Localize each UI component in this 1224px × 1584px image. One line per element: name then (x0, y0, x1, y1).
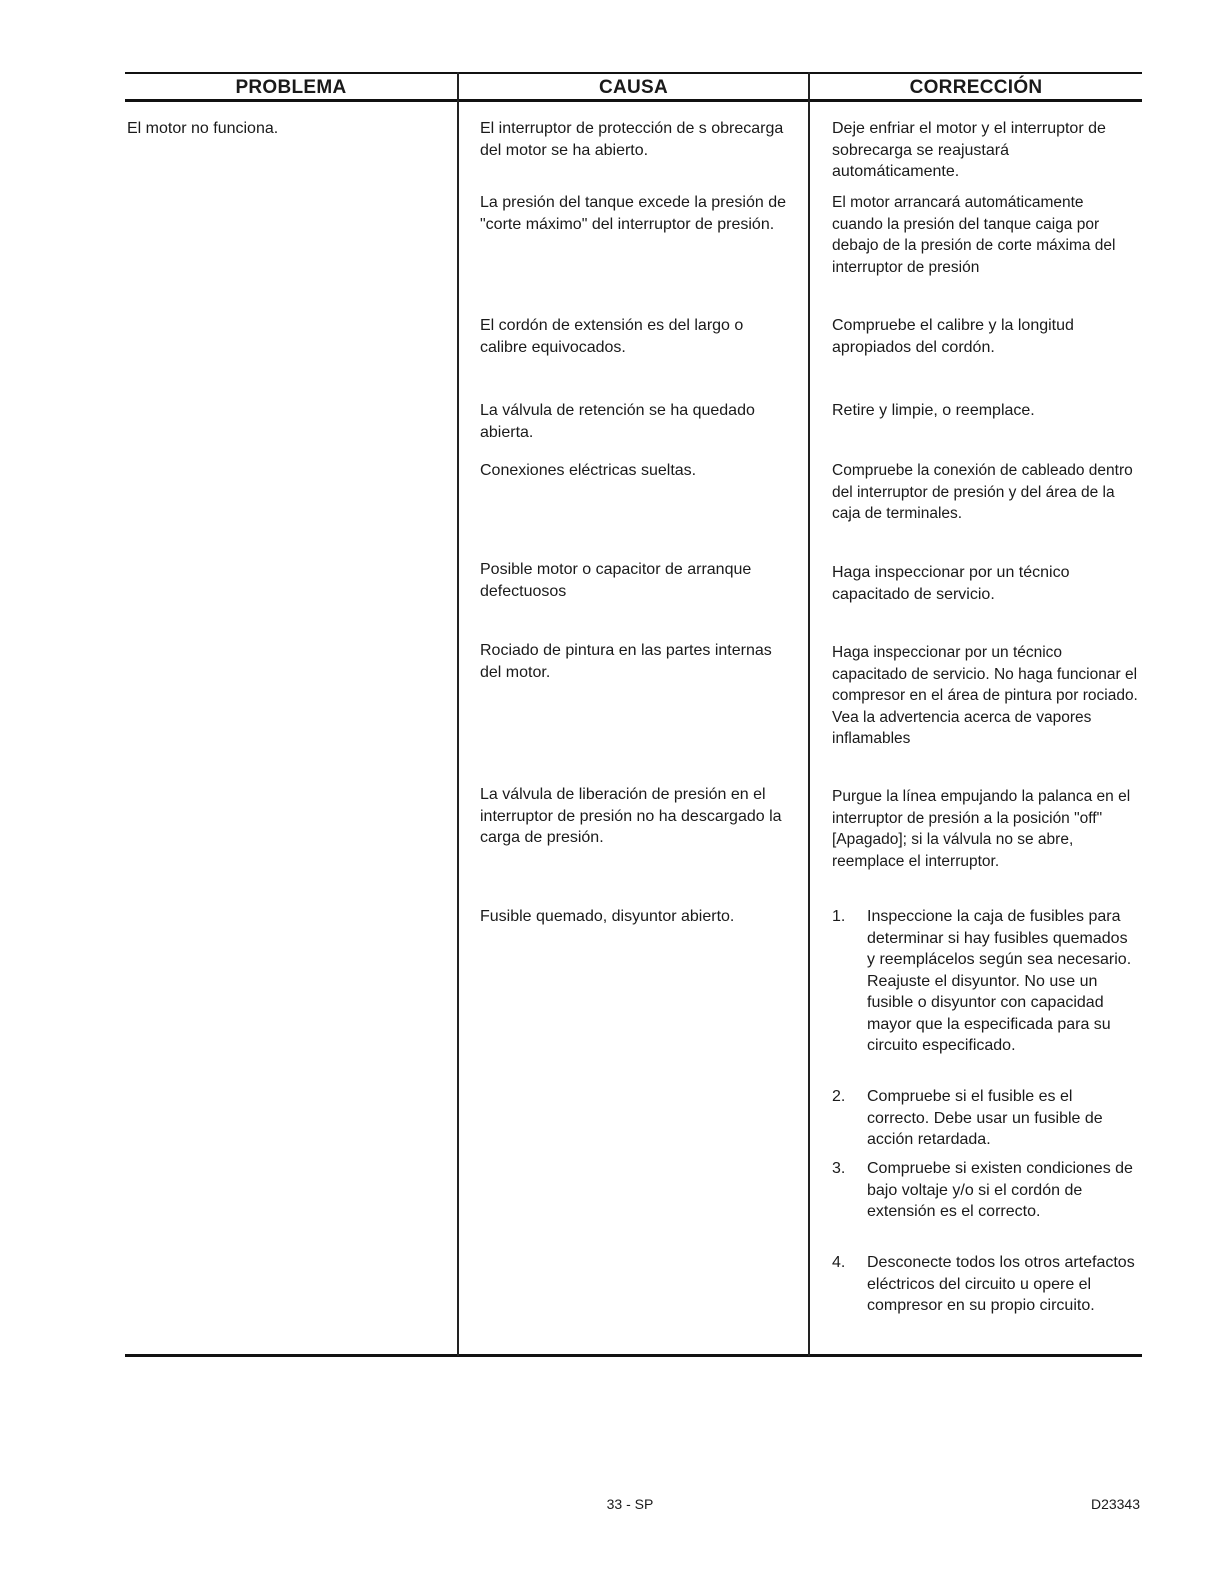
correction-text: Retire y limpie, o reemplace. (832, 402, 1035, 419)
problem-text: El motor no funciona. (127, 120, 279, 137)
list-item-text: Desconecte todos los otros artefactos eléctricos del circuito u opere el compresor en su propio circuito. (867, 1254, 1135, 1314)
correction-text: El motor arrancará automáticamente cuando la presión del tanque caiga por debajo de la presión de corte máxima del interruptor de presión (832, 194, 1116, 276)
cause-text: La válvula de liberación de presión en el interruptor de presión no ha descargado la carga de presión. (480, 786, 782, 846)
page-number: 33 - SP (606, 1496, 654, 1512)
correction-text: Haga inspeccionar por un técnico capacitado de servicio. No haga funcionar el compresor en el área de pintura por rociado. Vea la advertencia acerca de vapores inflamables (832, 644, 1138, 747)
header-causa: CAUSA (598, 77, 669, 98)
cause-text: El cordón de extensión es del largo o calibre equivocados. (480, 317, 744, 356)
correction-text: Haga inspeccionar por un técnico capacitado de servicio. (832, 564, 1070, 603)
list-item-text: Compruebe si el fusible es el correcto. Debe usar un fusible de acción retardada. (867, 1088, 1103, 1148)
list-item-text: Compruebe si existen condiciones de bajo voltaje y/o si el cordón de extensión es el correcto. (867, 1160, 1133, 1220)
document-code: D23343 (1090, 1496, 1140, 1512)
correction-text: Compruebe el calibre y la longitud apropiados del cordón. (832, 317, 1074, 356)
list-item-number: 1. (832, 908, 846, 925)
cause-text: La válvula de retención se ha quedado abierta. (480, 402, 755, 441)
list-item-text: Inspeccione la caja de fusibles para determinar si hay fusibles quemados y reemplácelos según sea necesario. Reajuste el disyuntor. No use un fusible o disyuntor con capacidad mayor que la especificada para su circuito especificado. (867, 908, 1132, 1054)
column-divider (808, 72, 810, 1356)
table-bottom-rule (125, 1354, 1142, 1357)
correction-text: Purgue la línea empujando la palanca en el interruptor de presión a la posición "off" [Apagado]; si la válvula no se abre, reemplace el interruptor. (832, 788, 1131, 870)
table-top-rule (125, 72, 1142, 74)
list-item-number: 2. (832, 1088, 846, 1105)
cause-text: Fusible quemado, disyuntor abierto. (480, 908, 735, 925)
correction-text: Deje enfriar el motor y el interruptor de sobrecarga se reajustará automáticamente. (832, 120, 1106, 180)
header-problema: PROBLEMA (235, 77, 347, 98)
cause-text: El interruptor de protección de s obrecarga del motor se ha abierto. (480, 120, 784, 159)
header-correccion: CORRECCIÓN (909, 77, 1043, 98)
correction-text: Compruebe la conexión de cableado dentro del interruptor de presión y del área de la caja de terminales. (832, 462, 1133, 522)
list-item-number: 4. (832, 1254, 846, 1271)
cause-text: Conexiones eléctricas sueltas. (480, 462, 697, 479)
cause-text: Posible motor o capacitor de arranque defectuosos (480, 561, 752, 600)
cause-text: Rociado de pintura en las partes internas del motor. (480, 642, 772, 681)
cause-text: La presión del tanque excede la presión de "corte máximo" del interruptor de presión. (480, 194, 786, 233)
column-divider (457, 72, 459, 1356)
list-item-number: 3. (832, 1160, 846, 1177)
